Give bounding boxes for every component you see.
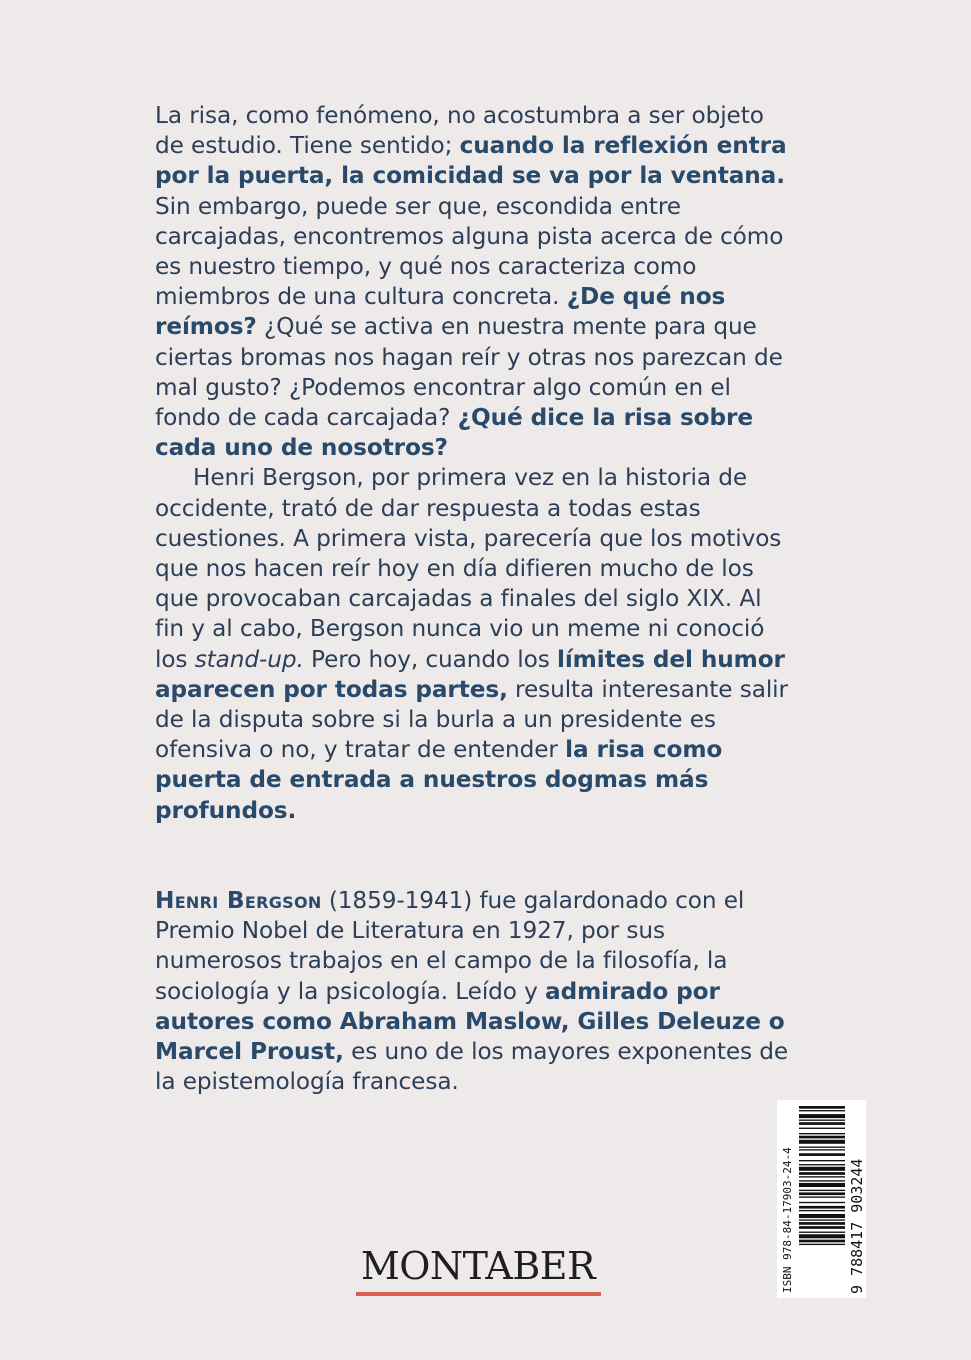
blurb-paragraph-2 [155,463,795,825]
author-bio-highlight: admirado por autores como Abraham Maslow, Gilles Deleuze o Marcel Proust, [155,977,785,1066]
blurb-text: ¿Qué se activa en nuestra mente para que ciertas bromas nos hagan reír y otras nos parezcan de mal gusto? ¿Podemos encontrar algo común en el fondo de cada carcajada? [155,313,783,432]
barcode-bar [799,1240,845,1243]
barcode-bar [799,1136,845,1139]
isbn-label: ISBN 978-84-17903-24-4 [781,1147,794,1293]
barcode-bar [799,1232,845,1233]
barcode-bar [799,1167,845,1171]
blurb-highlight: límites del humor aparecen por todas partes, [155,645,785,703]
ean-number: 9 788417 903244 [848,1158,866,1294]
blurb-highlight: ¿De qué nos reímos? [155,283,726,341]
barcode-bar [799,1206,845,1209]
barcode-bar [799,1226,845,1229]
barcode-bar [799,1106,845,1109]
barcode-bar [799,1120,845,1121]
publisher-underline [356,1292,601,1296]
barcode-graphic [777,1100,866,1298]
barcode-bars [799,1106,845,1245]
barcode-bar [799,1164,845,1165]
roman-numeral: XIX [686,585,725,613]
barcode-bar [799,1114,845,1118]
blurb-text: resulta interesante salir de la disputa sobre si la burla a un presidente es ofensiva o no, y tratar de entender [155,675,788,764]
isbn-barcode [777,1100,866,1298]
barcode-bar [799,1214,845,1218]
barcode-bar [799,1196,845,1197]
blurb-highlight: ¿Qué dice la risa sobre cada uno de nosotros? [155,404,753,462]
back-cover-blurb [155,101,795,826]
barcode-bar [799,1128,845,1129]
publisher-logo: MONTABER [360,1244,596,1288]
blurb-text: Sin embargo, puede ser que, escondida entre carcajadas, encontremos alguna pista acerca de cómo es nuestro tiempo, y qué nos caracteriza como miembros de una cultura concreta. [155,192,784,311]
barcode-bar [799,1219,845,1220]
blurb-text: Pero hoy, cuando los [303,645,557,673]
barcode-bar [799,1172,845,1175]
barcode-bar [799,1176,845,1177]
barcode-bar [799,1180,845,1181]
blurb-italic: stand-up. [194,645,304,673]
barcode-bar [799,1149,845,1150]
author-bio-text: (1859-1941) fue galardonado con el Premio Nobel de Literatura en 1927, por sus numerosos trabajos en el campo de la filosofía, la sociología y la psicología. Leído y [155,887,745,1005]
author-name: Henri Bergson [155,887,322,914]
blurb-paragraph-1 [155,101,795,463]
barcode-bar [799,1147,845,1148]
author-bio-text: es uno de los mayores exponentes de la epistemología francesa. [155,1038,789,1096]
barcode-bar [799,1202,845,1203]
barcode-bar [799,1183,845,1187]
barcode-bar [799,1140,845,1144]
author-bio [155,886,795,1097]
barcode-bar [799,1133,845,1134]
barcode-bar [799,1110,845,1111]
barcode-bar [799,1222,845,1225]
blurb-text: . Al fin y al cabo, Bergson nunca vio un meme ni conoció los [155,585,765,673]
barcode-bar [799,1160,845,1161]
barcode-bar [799,1234,845,1238]
blurb-highlight: cuando la reflexión entra por la puerta, la comicidad se va por la ventana. [155,132,787,190]
blurb-highlight: la risa como puerta de entrada a nuestros dogmas más profundos. [155,736,723,824]
barcode-bar [799,1244,845,1245]
barcode-bar [799,1210,845,1211]
blurb-text: La risa, como fenómeno, no acostumbra a ser objeto de estudio. Tiene sentido; [155,102,764,160]
blurb-text: Henri Bergson, por primera vez en la historia de occidente, trató de dar respuesta a todas estas cuestiones. A primera vista, parecería que los motivos que nos hacen reír hoy en día difieren mucho de los que provocaban carcajadas a finales del siglo [155,464,782,613]
barcode-bar [799,1190,845,1191]
barcode-bar [799,1153,845,1156]
barcode-bar [799,1122,845,1125]
barcode-bar [799,1192,845,1195]
